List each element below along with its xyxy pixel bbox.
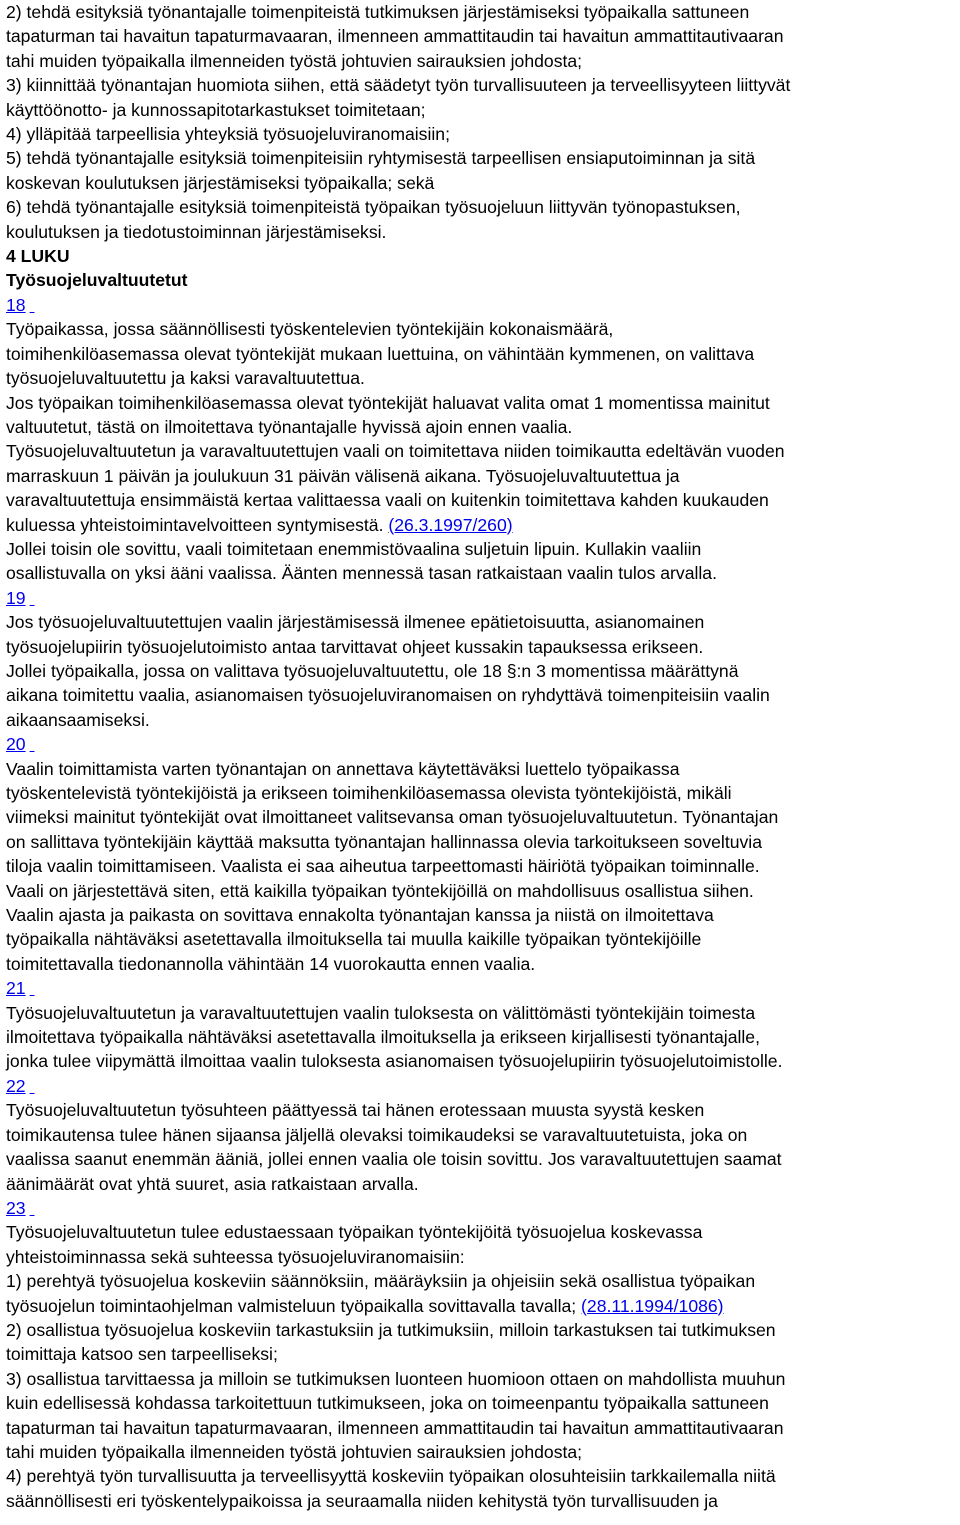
line-text: 4) perehtyä työn turvallisuutta ja terveellisyyttä koskeviin työpaikan olosuhteisiin tarkkailemalla niitä (6, 1466, 776, 1487)
text-line (6, 1172, 956, 1196)
text-line (6, 171, 956, 195)
text-line (6, 683, 956, 707)
line-text: Vaali on järjestettävä siten, että kaikilla työpaikan työntekijöillä on mahdollisuus osallistua siihen. (6, 880, 754, 901)
line-text: Jollei työpaikalla, jossa on valittava työsuojeluvaltuutettu, ole 18 §:n 3 momentissa määrättynä (6, 660, 739, 681)
text-line (6, 1294, 956, 1318)
section-number-line[interactable] (6, 1074, 956, 1098)
section-link[interactable]: 19 (6, 587, 26, 608)
section-anchor-link[interactable] (30, 732, 42, 756)
text-line (6, 1123, 956, 1147)
chapter-heading-line (6, 268, 956, 292)
text-line (6, 366, 956, 390)
line-text: toimitettavalla tiedonannolla vähintään 14 vuorokautta ennen vaalia. (6, 953, 536, 974)
text-line (6, 830, 956, 854)
line-text: kuin edellisessä kohdassa tarkoitettuun tutkimukseen, joka on toimeenpantu työpaikalla sattuneen (6, 1393, 769, 1414)
line-text: valtuutetut, tästä on ilmoitettava työnantajalle hyvissä ajoin ennen vaalia. (6, 416, 573, 437)
text-line (6, 220, 956, 244)
section-number-line[interactable] (6, 976, 956, 1000)
text-line (6, 1318, 956, 1342)
section-number-line[interactable] (6, 1196, 956, 1220)
line-text: säännöllisesti eri työskentelypaikoissa ja seuraamalla niiden kehitystä työn turvallisuuden ja (6, 1490, 718, 1511)
text-line (6, 1001, 956, 1025)
line-text: aikaansaamiseksi. (6, 709, 150, 730)
text-line (6, 1342, 956, 1366)
text-line (6, 464, 956, 488)
text-line (6, 1147, 956, 1171)
line-text: Vaalin ajasta ja paikasta on sovittava ennakolta työnantajan kanssa ja niistä on ilmoitettava (6, 905, 714, 926)
text-line (6, 1098, 956, 1122)
line-text: on sallittava työntekijäin käyttää maksutta työnantajan hallinnassa olevia tarkoitukseen soveltuvia (6, 831, 762, 852)
line-text: 5) tehdä työnantajalle esityksiä toimenpiteisiin ryhtymisestä tarpeellisen ensiaputoiminnan ja sitä (6, 148, 756, 169)
section-anchor-link[interactable] (30, 1196, 42, 1220)
text-line (6, 415, 956, 439)
line-text: 2) osallistua työsuojelua koskeviin tarkastuksiin ja tutkimuksiin, milloin tarkastuksen tai tutkimuksen (6, 1319, 776, 1340)
text-line (6, 854, 956, 878)
line-text: 4 LUKU (6, 246, 70, 267)
line-text: tiloja vaalin toimittamiseen. Vaalista ei saa aiheutua tarpeettomasti häiriötä työpaikan toiminnalle. (6, 856, 760, 877)
line-text: koulutuksen ja tiedotustoiminnan järjestämiseksi. (6, 221, 387, 242)
text-line (6, 659, 956, 683)
text-line (6, 24, 956, 48)
line-text: 4) ylläpitää tarpeellisia yhteyksiä työsuojeluviranomaisiin; (6, 124, 450, 145)
chapter-heading-line (6, 244, 956, 268)
text-line (6, 73, 956, 97)
line-text: jonka tulee viipymättä ilmoittaa vaalin tuloksesta asianomaisen työsuojelupiirin työsuojelutoimistolle. (6, 1051, 783, 1072)
line-text: tapaturman tai havaitun tapaturmavaaran, ilmenneen ammattitaudin tai havaitun ammattitautivaaran (6, 26, 784, 47)
text-line (6, 537, 956, 561)
text-line (6, 610, 956, 634)
line-text: Työpaikassa, jossa säännöllisesti työskentelevien työntekijäin kokonaismäärä, (6, 319, 614, 340)
line-text: äänimäärät ovat yhtä suuret, asia ratkaistaan arvalla. (6, 1173, 419, 1194)
line-text: Jollei toisin ole sovittu, vaali toimitetaan enemmistövaalina suljetuin lipuin. Kullakin vaaliin (6, 538, 702, 559)
text-line (6, 1049, 956, 1073)
text-line (6, 1269, 956, 1293)
line-text: vaalissa saanut enemmän ääniä, jollei ennen vaalia ole toisin sovittu. Jos varavaltuutettujen saamat (6, 1149, 782, 1170)
section-number-line[interactable] (6, 732, 956, 756)
section-number-line[interactable] (6, 293, 956, 317)
text-line (6, 342, 956, 366)
line-text: koskevan koulutuksen järjestämiseksi työpaikalla; sekä (6, 172, 435, 193)
text-line (6, 146, 956, 170)
line-text: Työsuojeluvaltuutetun työsuhteen päättyessä tai hänen erotessaan muusta syystä kesken (6, 1100, 705, 1121)
text-line (6, 488, 956, 512)
text-line (6, 1391, 956, 1415)
section-link[interactable]: 18 (6, 294, 26, 315)
line-text: 3) kiinnittää työnantajan huomiota siihen, että säädetyt työn turvallisuuteen ja terveellisyyteen liittyvät (6, 75, 791, 96)
text-line (6, 1440, 956, 1464)
text-line (6, 317, 956, 341)
line-text: työsuojelun toimintaohjelman valmisteluun työpaikalla sovittavalla tavalla; (6, 1295, 582, 1316)
line-text: työskentelevistä työntekijöistä ja erikseen toimihenkilöasemassa olevista työntekijöistä, mikäli (6, 783, 732, 803)
line-text: 2) tehdä esityksiä työnantajalle toimenpiteistä tutkimuksen järjestämiseksi työpaikalla sattuneen (6, 2, 750, 22)
text-line (6, 561, 956, 585)
text-line (6, 391, 956, 415)
text-line (6, 49, 956, 73)
line-text: Vaalin toimittamista varten työnantajan on annettava käytettäväksi luettelo työpaikassa (6, 758, 680, 779)
section-link[interactable]: 21 (6, 978, 26, 999)
line-text: työsuojelupiirin työsuojelutoimisto antaa tarvittavat ohjeet kussakin tapauksessa erikseen. (6, 636, 704, 657)
line-text: toimihenkilöasemassa olevat työntekijät mukaan luettuina, on vähintään kymmenen, on valittava (6, 343, 755, 364)
text-line (6, 1367, 956, 1391)
line-text: osallistuvalla on yksi ääni vaalissa. Äänten mennessä tasan ratkaistaan vaalin tulos arvalla. (6, 563, 717, 584)
line-text: 1) perehtyä työsuojelua koskeviin säännöksiin, määräyksiin ja ohjeisiin sekä osallistua työpaikan (6, 1271, 756, 1292)
line-text: toimittaja katsoo sen tarpeelliseksi; (6, 1344, 278, 1365)
text-line (6, 708, 956, 732)
section-link[interactable]: 23 (6, 1197, 26, 1218)
text-line (6, 1489, 956, 1513)
line-text: Työsuojeluvaltuutetut (6, 270, 188, 291)
text-line (6, 1245, 956, 1269)
line-text: 3) osallistua tarvittaessa ja milloin se tutkimuksen luonteen huomioon ottaen on mahdollista muuhun (6, 1368, 786, 1389)
text-line (6, 0, 956, 24)
text-line (6, 122, 956, 146)
text-line (6, 1416, 956, 1440)
line-text: aikana toimitettu vaalia, asianomaisen työsuojeluviranomaisen on ryhdyttävä toimenpiteisiin vaalin (6, 685, 770, 706)
text-line (6, 439, 956, 463)
section-anchor-link[interactable] (30, 293, 42, 317)
text-line (6, 927, 956, 951)
line-text: yhteistoiminnassa sekä suhteessa työsuojeluviranomaisiin: (6, 1246, 465, 1267)
line-text: Jos työsuojeluvaltuutettujen vaalin järjestämisessä ilmenee epätietoisuutta, asianomainen (6, 612, 705, 633)
line-text: Jos työpaikan toimihenkilöasemassa olevat työntekijät haluavat valita omat 1 momentissa mainitut (6, 392, 770, 413)
text-line (6, 1025, 956, 1049)
text-line (6, 952, 956, 976)
text-line (6, 635, 956, 659)
text-line (6, 805, 956, 829)
line-text: Työsuojeluvaltuutetun tulee edustaessaan työpaikan työntekijöitä työsuojelua koskevassa (6, 1222, 703, 1243)
line-text: tapaturman tai havaitun tapaturmavaaran, ilmenneen ammattitaudin tai havaitun ammattitautivaaran (6, 1417, 784, 1438)
text-line (6, 757, 956, 781)
line-text: Työsuojeluvaltuutetun ja varavaltuutettujen vaalin tuloksesta on välittömästi työntekijäin toimesta (6, 1002, 756, 1023)
text-line (6, 903, 956, 927)
section-anchor-link[interactable] (30, 586, 42, 610)
line-text: 6) tehdä työnantajalle esityksiä toimenpiteistä työpaikan työsuojeluun liittyvän työnopastuksen, (6, 197, 741, 218)
section-number-line[interactable] (6, 586, 956, 610)
line-text: varavaltuutettuja ensimmäistä kertaa valittaessa vaali on kuitenkin toimitettava kahden kuukauden (6, 490, 769, 511)
text-line (6, 513, 956, 537)
document-body (6, 0, 956, 1513)
line-text: toimikautensa tulee hänen sijaansa jäljellä olevaksi toimikaudeksi se varavaltuutetuista, joka on (6, 1124, 748, 1145)
amendment-link[interactable]: (26.3.1997/260) (388, 514, 513, 535)
amendment-link[interactable]: (28.11.1994/1086) (581, 1295, 724, 1316)
section-link[interactable]: 20 (6, 734, 26, 755)
text-line (6, 1220, 956, 1244)
line-text: viimeksi mainitut työntekijät ovat ilmoittaneet valitsevansa oman työsuojeluvaltuutetun. Työnantajan (6, 807, 779, 828)
line-text: työpaikalla nähtäväksi asetettavalla ilmoituksella tai muulla kaikille työpaikan työntekijöille (6, 929, 702, 950)
line-text: Työsuojeluvaltuutetun ja varavaltuutettujen vaali on toimitettava niiden toimikautta edeltävän vuoden (6, 441, 785, 462)
line-text: kuluessa yhteistoimintavelvoitteen syntymisestä. (6, 514, 389, 535)
text-line (6, 98, 956, 122)
line-text: marraskuun 1 päivän ja joulukuun 31 päivän välisenä aikana. Työsuojeluvaltuutettua ja (6, 465, 680, 486)
line-text: tahi muiden työpaikalla ilmenneiden työstä johtuvien sairauksien johdosta; (6, 50, 583, 71)
section-anchor-link[interactable] (30, 976, 42, 1000)
line-text: käyttöönotto- ja kunnossapitotarkastukset toimitetaan; (6, 99, 426, 120)
line-text: ilmoitettava työpaikalla nähtäväksi asetettavalla ilmoituksella ja erikseen kirjallisesti työnantajalle, (6, 1027, 760, 1048)
line-text: työsuojeluvaltuutettu ja kaksi varavaltuutettua. (6, 368, 365, 389)
line-text: tahi muiden työpaikalla ilmenneiden työstä johtuvien sairauksien johdosta; (6, 1441, 583, 1462)
section-anchor-link[interactable] (30, 1074, 42, 1098)
section-link[interactable]: 22 (6, 1075, 26, 1096)
text-line (6, 195, 956, 219)
text-line (6, 879, 956, 903)
text-line (6, 1464, 956, 1488)
text-line (6, 781, 956, 805)
